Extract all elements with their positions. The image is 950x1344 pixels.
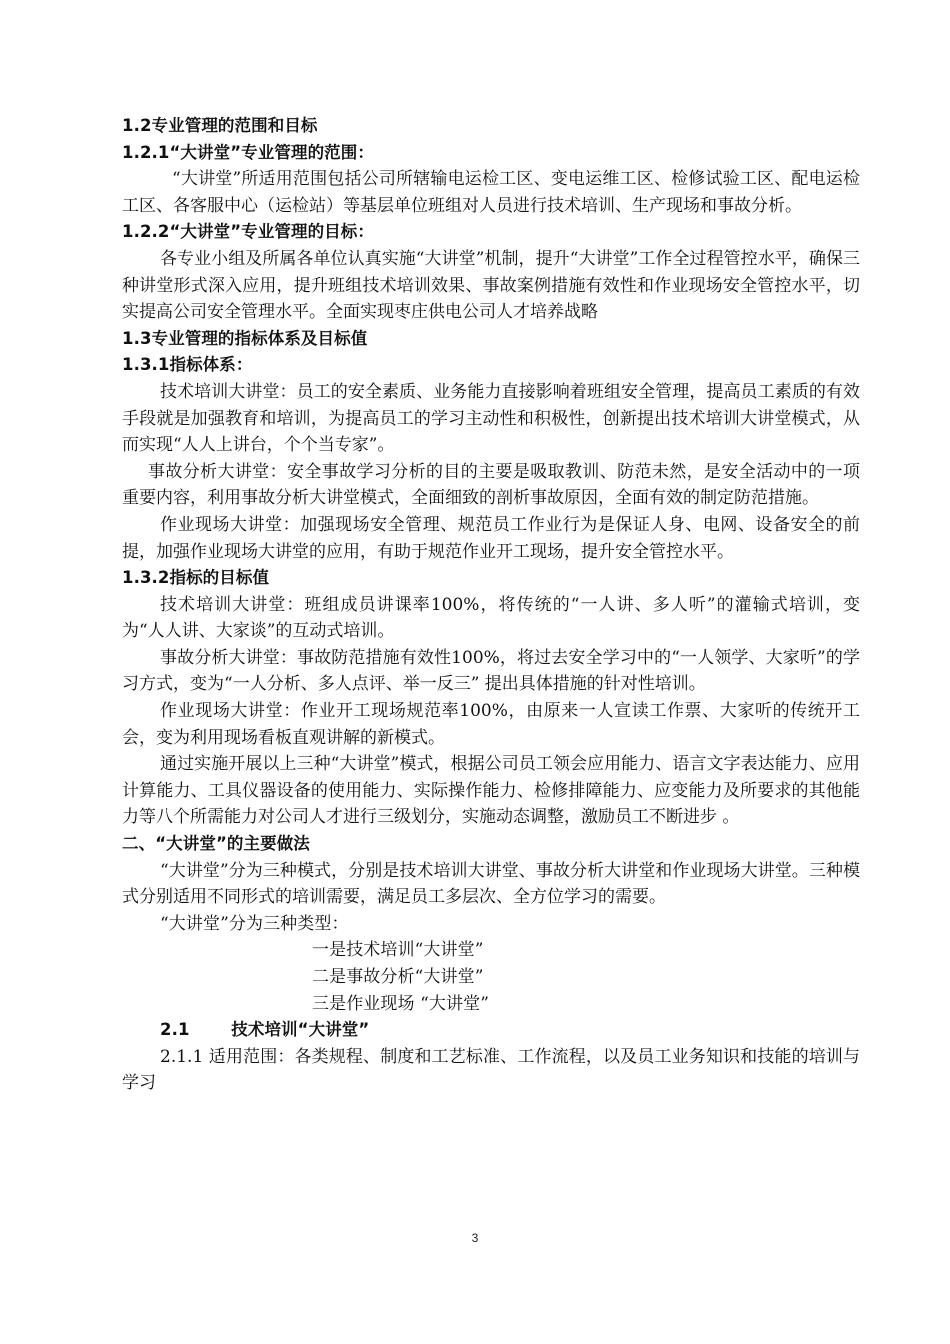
heading-1-2: 1.2专业管理的范围和目标 [122,116,318,135]
paragraph-target-accident: 事故分析大讲堂：事故防范措施有效性100%，将过去安全学习中的“一人领学、大家听”的学习方式，变为“一人分析、多人点评、举一反三” 提出具体措施的针对性培训。 [122,647,860,695]
paragraph-target-site: 作业现场大讲堂：作业开工现场规范率100%，由原来一人宣读工作票、大家听的传统开工会，变为利用现场看板直观讲解的新模式。 [122,701,860,748]
heading-1-2-1: 1.2.1“大讲堂”专业管理的范围： [122,142,374,162]
paragraph-modes: “大讲堂”分为三种模式，分别是技术培训大讲堂、事故分析大讲堂和作业现场大讲堂。三种模式分别适用不同形式的培训需要，满足员工多层次、全方位学习的需要。 [122,860,860,908]
document-page [122,113,860,1097]
heading-2-1-title: 技术培训“大讲堂” [231,1020,370,1040]
heading-1-3: 1.3专业管理的指标体系及目标值 [122,328,368,348]
list-item: 一是技术培训“大讲堂” [312,940,484,961]
heading-1-3-2: 1.3.2指标的目标值 [122,568,270,588]
paragraph-scope: “大讲堂”所适用范围包括公司所辖输电运检工区、变电运维工区、检修试验工区、配电运检工区、各客服中心（运检站）等基层单位班组对人员进行技术培训、生产现场和事故分析。 [122,169,860,216]
list-item: 二是事故分析“大讲堂” [312,967,484,987]
heading-2-1 [122,1017,860,1044]
paragraph-types: “大讲堂”分为三种类型： [160,913,349,934]
paragraph-accident-analysis: 事故分析大讲堂：安全事故学习分析的目的主要是吸取教训、防范未然，是安全活动中的一项重要内容，利用事故分析大讲堂模式，全面细致的剖析事故原因，全面有效的制定防范措施。 [122,461,860,509]
list-item: 三是作业现场 “大讲堂” [312,993,489,1014]
page-number: 3 [471,1231,479,1245]
paragraph-tech-training: 技术培训大讲堂：员工的安全素质、业务能力直接影响着班组安全管理，提高员工素质的有效手段就是加强教育和培训，为提高员工的学习主动性和积极性，创新提出技术培训大讲堂模式，从而实现“人人上讲台，个个当专家”。 [122,381,860,456]
heading-2-1-number: 2.1 [160,1020,190,1040]
paragraph-implementation: 通过实施开展以上三种“大讲堂”模式，根据公司员工领会应用能力、语言文字表达能力、应用计算能力、工具仪器设备的使用能力、实际操作能力、检修排障能力、应变能力及所要求的其他能力等八个所需能力对公司人才进行三级划分，实施动态调整，激励员工不断进步 。 [122,754,860,828]
heading-1-2-2: 1.2.2“大讲堂”专业管理的目标： [122,222,374,242]
heading-2: 二、“大讲堂”的主要做法 [122,834,310,854]
paragraph-work-site: 作业现场大讲堂：加强现场安全管理、规范员工作业行为是保证人身、电网、设备安全的前提，加强作业现场大讲堂的应用，有助于规范作业开工现场，提升安全管控水平。 [122,514,860,562]
paragraph-target-training: 技术培训大讲堂：班组成员讲课率100%，将传统的“一人讲、多人听”的灌输式培训，变为“人人讲、大家谈”的互动式培训。 [122,594,860,642]
paragraph-2-1-1: 2.1.1 适用范围：各类规程、制度和工艺标准、工作流程，以及员工业务知识和技能的培训与学习 [122,1046,860,1094]
heading-1-3-1: 1.3.1指标体系： [122,355,253,375]
paragraph-goal: 各专业小组及所属各单位认真实施“大讲堂”机制，提升“大讲堂”工作全过程管控水平，确保三种讲堂形式深入应用，提升班组技术培训效果、事故案例措施有效性和作业现场安全管控水平，切实提高公司安全管理水平。全面实现枣庄供电公司人才培养战略 [122,248,860,323]
